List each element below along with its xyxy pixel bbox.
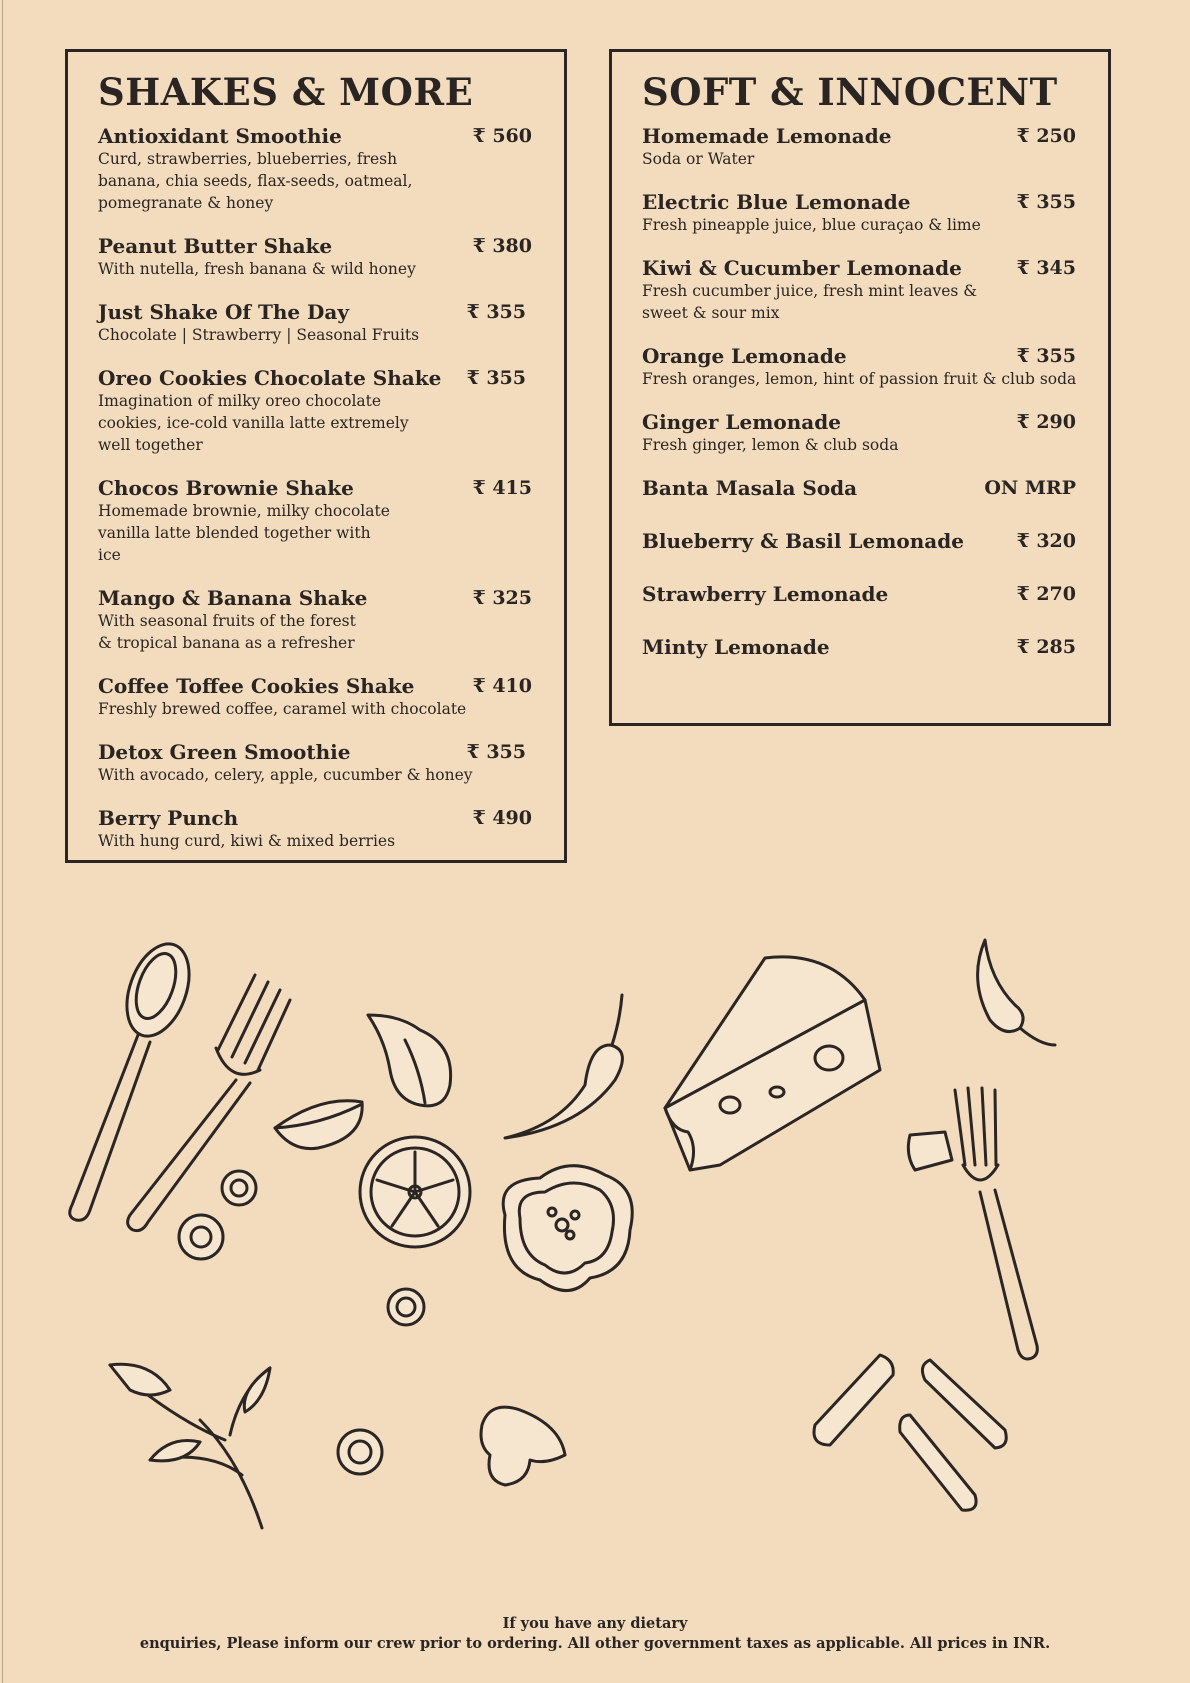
shakes-item-list <box>98 124 536 852</box>
item-price: ₹ 410 <box>472 675 532 697</box>
carrot-stick-icon <box>814 1355 1006 1510</box>
section-title-shakes: SHAKES & MORE <box>98 70 474 114</box>
lemon-slice-icon <box>360 1137 470 1247</box>
leaf-icon <box>275 1101 362 1149</box>
item-name: Ginger Lemonade <box>642 410 841 434</box>
item-description: With hung curd, kiwi & mixed berries <box>98 832 396 850</box>
menu-item <box>98 300 536 346</box>
item-name: Coffee Toffee Cookies Shake <box>98 674 415 698</box>
menu-item <box>642 190 1080 236</box>
menu-item <box>642 124 1080 170</box>
chili-pepper-icon <box>978 940 1055 1045</box>
shakes-menu-section <box>65 49 567 863</box>
bell-pepper-icon <box>503 1166 632 1291</box>
item-name: Antioxidant Smoothie <box>98 124 342 148</box>
item-name: Chocos Brownie Shake <box>98 476 354 500</box>
item-name: Blueberry & Basil Lemonade <box>642 529 964 553</box>
item-price: ₹ 355 <box>1016 345 1076 367</box>
item-price: ₹ 355 <box>466 367 526 389</box>
crouton-icon <box>908 1132 952 1170</box>
menu-item <box>98 234 536 280</box>
item-name: Orange Lemonade <box>642 344 847 368</box>
footer-line-1: If you have any dietary <box>502 1615 688 1632</box>
item-description: Imagination of milky oreo chocolate cookies, ice-cold vanilla latte extremely well together <box>98 392 409 454</box>
item-name: Oreo Cookies Chocolate Shake <box>98 366 442 390</box>
soft-drinks-menu-section <box>609 49 1111 726</box>
item-description: Soda or Water <box>642 150 755 168</box>
item-price: ₹ 320 <box>1016 530 1076 552</box>
menu-item <box>98 476 536 566</box>
item-name: Mango & Banana Shake <box>98 586 368 610</box>
item-price: ₹ 560 <box>472 125 532 147</box>
item-description: Fresh pineapple juice, blue curaçao & lime <box>642 216 981 234</box>
item-name: Homemade Lemonade <box>642 124 892 148</box>
menu-item <box>642 256 1080 324</box>
item-description: With seasonal fruits of the forest & tropical banana as a refresher <box>98 612 356 652</box>
menu-item <box>642 635 1080 659</box>
item-description: Homemade brownie, milky chocolate vanilla latte blended together with ice <box>98 502 390 564</box>
item-name: Electric Blue Lemonade <box>642 190 911 214</box>
menu-item <box>642 582 1080 606</box>
menu-item <box>642 344 1080 390</box>
menu-item <box>98 806 536 852</box>
item-description: Freshly brewed coffee, caramel with chocolate <box>98 700 467 718</box>
item-name: Berry Punch <box>98 806 239 830</box>
item-name: Just Shake Of The Day <box>98 300 349 324</box>
footer-note <box>0 1614 1190 1654</box>
item-price: ₹ 415 <box>472 477 532 499</box>
menu-item <box>98 586 536 654</box>
mushroom-icon <box>481 1407 565 1485</box>
soft-item-list <box>642 124 1080 659</box>
item-price: ₹ 345 <box>1016 257 1076 279</box>
item-price: ₹ 290 <box>1016 411 1076 433</box>
item-name: Strawberry Lemonade <box>642 582 889 606</box>
menu-item <box>98 674 536 720</box>
item-description: Fresh ginger, lemon & club soda <box>642 436 899 454</box>
item-name: Detox Green Smoothie <box>98 740 351 764</box>
parsley-icon <box>110 1364 270 1528</box>
item-description: With nutella, fresh banana & wild honey <box>98 260 416 278</box>
item-price: ₹ 285 <box>1016 636 1076 658</box>
chili-pepper-icon <box>505 995 622 1138</box>
food-illustration <box>0 920 1190 1540</box>
menu-item <box>642 476 1080 500</box>
menu-item <box>98 740 536 786</box>
item-price: ₹ 325 <box>472 587 532 609</box>
garlic-icon <box>368 1015 451 1106</box>
item-price: ₹ 355 <box>466 741 526 763</box>
item-name: Kiwi & Cucumber Lemonade <box>642 256 962 280</box>
item-price: ON MRP <box>984 477 1076 499</box>
menu-item <box>98 124 536 214</box>
item-price: ₹ 355 <box>1016 191 1076 213</box>
item-description: Chocolate | Strawberry | Seasonal Fruits <box>98 326 420 344</box>
item-description: With avocado, celery, apple, cucumber & honey <box>98 766 473 784</box>
item-description: Fresh cucumber juice, fresh mint leaves & sweet & sour mix <box>642 282 978 322</box>
item-price: ₹ 380 <box>472 235 532 257</box>
menu-item <box>98 366 536 456</box>
menu-item <box>642 529 1080 553</box>
footer-line-2: enquiries, Please inform our crew prior to ordering. All other government taxes as applicable. All prices in INR. <box>139 1635 1051 1652</box>
item-price: ₹ 250 <box>1016 125 1076 147</box>
section-title-soft: SOFT & INNOCENT <box>642 70 1058 114</box>
item-price: ₹ 270 <box>1016 583 1076 605</box>
cheese-icon <box>665 957 880 1170</box>
menu-item <box>642 410 1080 456</box>
item-name: Minty Lemonade <box>642 635 830 659</box>
item-name: Banta Masala Soda <box>642 476 858 500</box>
item-name: Peanut Butter Shake <box>98 234 333 258</box>
item-description: Curd, strawberries, blueberries, fresh banana, chia seeds, flax-seeds, oatmeal, pomegranate & honey <box>98 150 413 212</box>
item-price: ₹ 355 <box>466 301 526 323</box>
item-description: Fresh oranges, lemon, hint of passion fruit & club soda <box>642 370 1077 388</box>
item-price: ₹ 490 <box>472 807 532 829</box>
fork-icon <box>955 1088 1037 1359</box>
